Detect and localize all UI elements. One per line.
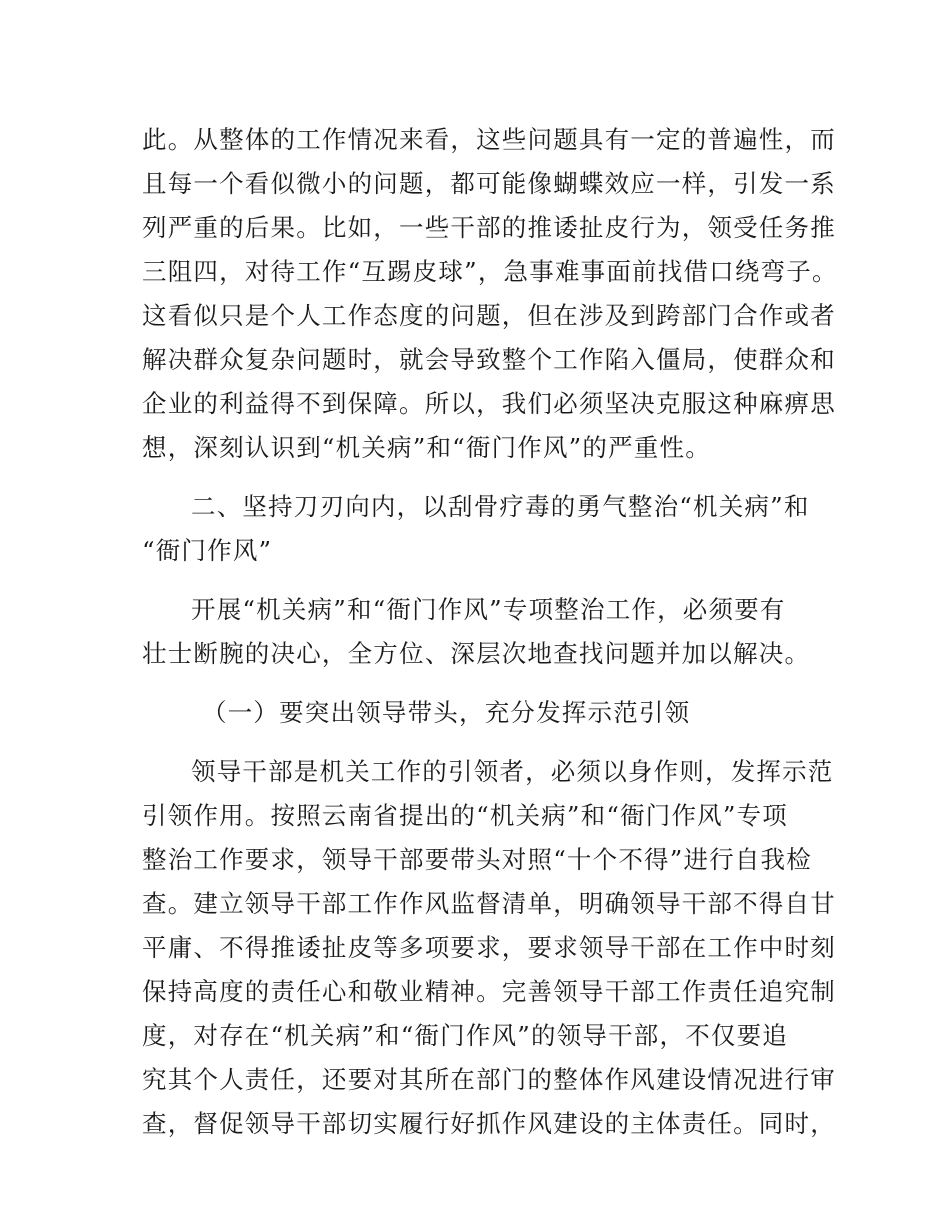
text-line: 度，对存在“机关病”和“衙门作风”的领导干部，不仅要追 [142, 1021, 788, 1050]
paragraph-gap [142, 676, 822, 691]
text-line: 平庸、不得推诿扯皮等多项要求，要求领导干部在工作中时刻 [142, 933, 836, 962]
text-line: 列严重的后果。比如，一些干部的推诿扯皮行为，领受任务推 [142, 213, 836, 242]
subsection-heading: （一）要突出领导带头，充分发挥示范引领 [202, 698, 691, 727]
paragraph-gap [142, 735, 822, 750]
section-heading: 二、坚持刀刃向内，以刮骨疗毒的勇气整治“机关病”和 [191, 492, 810, 521]
text-line: 想，深刻认识到“机关病”和“衙门作风”的严重性。 [142, 433, 711, 462]
text-line: 究其个人责任，还要对其所在部门的整体作风建设情况进行审 [142, 1065, 836, 1094]
text-line: 这看似只是个人工作态度的问题，但在涉及到跨部门合作或者 [142, 301, 836, 330]
section-heading-continued: “衙门作风” [142, 536, 273, 565]
text-line: 引领作用。按照云南省提出的“机关病”和“衙门作风”专项 [142, 801, 788, 830]
text-line: 且每一个看似微小的问题，都可能像蝴蝶效应一样，引发一系 [142, 169, 836, 198]
paragraph-gap [142, 573, 822, 588]
text-line: 此。从整体的工作情况来看，这些问题具有一定的普遍性，而 [142, 125, 836, 154]
text-line: 查。建立领导干部工作作风监督清单，明确领导干部不得自甘 [142, 889, 836, 918]
text-line: 查，督促领导干部切实履行好抓作风建设的主体责任。同时， [142, 1109, 836, 1138]
text-line: 整治工作要求，领导干部要带头对照“十个不得”进行自我检 [142, 845, 812, 874]
text-line: 解决群众复杂问题时，就会导致整个工作陷入僵局，使群众和 [142, 345, 836, 374]
text-line: 保持高度的责任心和敬业精神。完善领导干部工作责任追究制 [142, 977, 836, 1006]
document-body [142, 118, 838, 1146]
text-line: 三阻四，对待工作“互踢皮球”，急事难事面前找借口绕弯子。 [142, 257, 838, 286]
text-line: 壮士断腕的决心，全方位、深层次地查找问题并加以解决。 [142, 639, 811, 668]
text-line: 企业的利益得不到保障。所以，我们必须坚决克服这种麻痹思 [142, 389, 836, 418]
text-line: 开展“机关病”和“衙门作风”专项整治工作，必须要有 [191, 595, 786, 624]
paragraph-gap [142, 470, 822, 485]
text-line: 领导干部是机关工作的引领者，必须以身作则，发挥示范 [191, 757, 834, 786]
